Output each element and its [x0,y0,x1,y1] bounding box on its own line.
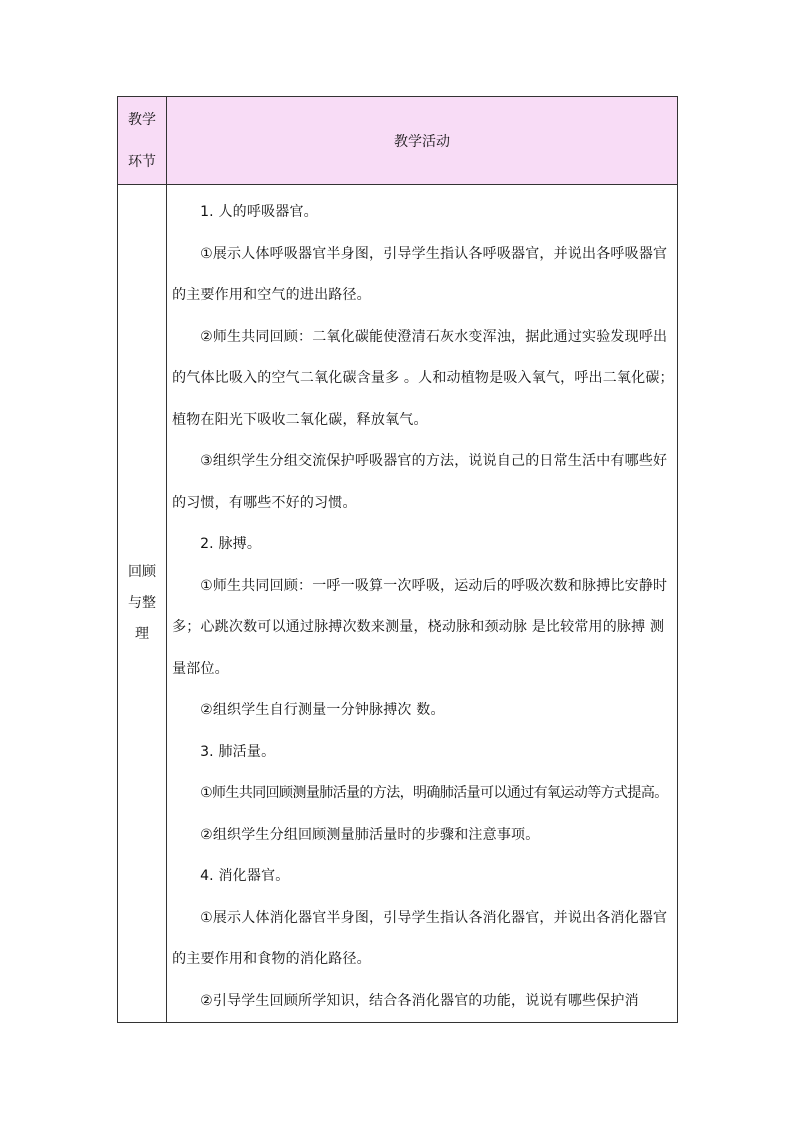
paragraph: ①师生共同回顾：一呼一吸算一次呼吸，运动后的呼吸次数和脉搏比安静时多；心跳次数可以通过脉搏次数来测量，桡动脉和颈动脉 是比较常用的脉搏 测量部位。 [172,577,668,677]
heading-digestive-organs: 4. 消化器官。 [200,868,290,884]
paragraph: ①展示人体消化器官半身图，引导学生指认各消化器官，并说出各消化器官的主要作用和食物的消化路径。 [172,909,668,967]
activity-content-cell [167,185,678,1023]
activity-header-title: 教学活动 [394,133,451,150]
section-name-line-3: 理 [135,626,150,642]
table-row [118,185,678,1023]
section-name-cell [118,185,167,1023]
activity-header-cell [167,97,678,185]
paragraph: ①师生共同回顾测量肺活量的方法，明确肺活量可以通过有氧运动等方式提高。 [200,785,668,801]
section-header-line-2: 环节 [128,153,157,170]
paragraph: ②师生共同回顾：二氧化碳能使澄清石灰水变浑浊，据此通过实验发现呼出的气体比吸入的空气二氧化碳含量多 。人和动植物是吸入氧气，呼出二氧化碳；植物在阳光下吸收二氧化碳，释放氧气。 [172,328,674,428]
section-name-line-2: 与整 [128,595,157,611]
table-header-row [118,97,678,185]
lesson-plan-table [117,96,678,1023]
paragraph: ②组织学生自行测量一分钟脉搏次 数。 [200,702,445,718]
heading-respiratory-organs: 1. 人的呼吸器官。 [200,204,318,220]
paragraph: ①展示人体呼吸器官半身图，引导学生指认各呼吸器官，并说出各呼吸器官的主要作用和空气的进出路径。 [172,245,668,303]
paragraph: ②组织学生分组回顾测量肺活量时的步骤和注意事项。 [200,826,540,843]
section-header-line-1: 教学 [128,111,157,128]
paragraph: ②引导学生回顾所学知识，结合各消化器官的功能，说说有哪些保护消 [200,992,639,1009]
section-header-cell [118,97,167,185]
section-name-line-1: 回顾 [128,564,157,580]
heading-lung-capacity: 3. 肺活量。 [200,743,276,760]
paragraph: ③组织学生分组交流保护呼吸器官的方法，说说自己的日常生活中有哪些好的习惯，有哪些不好的习惯。 [172,453,668,511]
heading-pulse: 2. 脉搏。 [200,536,262,552]
